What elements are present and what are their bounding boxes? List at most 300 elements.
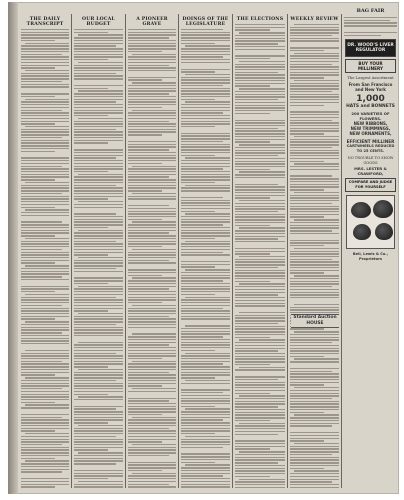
text-line bbox=[21, 227, 69, 228]
text-line bbox=[128, 243, 176, 244]
text-line bbox=[128, 324, 176, 325]
text-line bbox=[235, 443, 285, 444]
text-line bbox=[181, 456, 230, 457]
text-line bbox=[290, 417, 339, 418]
text-line bbox=[181, 313, 230, 314]
shoe-image bbox=[373, 200, 393, 218]
trimmings-text: NEW TRIMMINGS, bbox=[350, 126, 391, 131]
text-line bbox=[128, 257, 176, 258]
text-line bbox=[21, 318, 55, 319]
text-line bbox=[21, 54, 62, 55]
text-line bbox=[239, 256, 285, 257]
text-line bbox=[235, 484, 285, 485]
text-line bbox=[235, 169, 270, 170]
text-line bbox=[235, 440, 285, 441]
text-line bbox=[181, 403, 230, 404]
text-line bbox=[128, 313, 176, 314]
text-line bbox=[74, 51, 123, 52]
text-line bbox=[185, 325, 230, 326]
text-line bbox=[235, 238, 278, 239]
text-line bbox=[128, 179, 176, 180]
text-line bbox=[128, 347, 176, 348]
text-line bbox=[181, 138, 230, 139]
text-line bbox=[21, 361, 62, 362]
text-line bbox=[235, 74, 285, 75]
text-line bbox=[235, 253, 270, 254]
text-line bbox=[128, 144, 176, 145]
text-line bbox=[74, 96, 123, 97]
text-line bbox=[78, 396, 123, 397]
ornaments-text: NEW ORNAMENTS, bbox=[349, 131, 392, 136]
text-line bbox=[290, 186, 339, 187]
text-line bbox=[128, 160, 176, 161]
text-line bbox=[239, 479, 285, 480]
text-line bbox=[21, 93, 69, 94]
text-line bbox=[235, 409, 285, 410]
text-line bbox=[74, 29, 123, 30]
text-line bbox=[181, 395, 230, 396]
text-line bbox=[21, 110, 62, 111]
text-line bbox=[235, 38, 285, 39]
text-line bbox=[290, 438, 339, 439]
text-line bbox=[128, 241, 176, 242]
text-line bbox=[128, 400, 169, 401]
text-line bbox=[74, 249, 123, 250]
text-line bbox=[235, 120, 285, 121]
text-line bbox=[21, 196, 69, 197]
text-line bbox=[74, 110, 123, 111]
text-line bbox=[235, 91, 285, 92]
text-line bbox=[294, 304, 339, 305]
text-line bbox=[235, 35, 285, 36]
text-line bbox=[235, 147, 285, 148]
text-line bbox=[290, 158, 339, 159]
text-line bbox=[128, 101, 176, 102]
text-line bbox=[181, 56, 223, 57]
text-line bbox=[128, 377, 176, 378]
text-line bbox=[290, 256, 339, 257]
text-line bbox=[74, 157, 116, 158]
text-line bbox=[235, 177, 285, 178]
text-line bbox=[128, 467, 176, 468]
text-line bbox=[128, 149, 169, 150]
text-line bbox=[128, 70, 176, 71]
text-line bbox=[21, 324, 69, 325]
text-line bbox=[235, 403, 285, 404]
text-line bbox=[128, 391, 176, 392]
text-line bbox=[290, 61, 339, 62]
text-line bbox=[128, 171, 176, 172]
text-line bbox=[235, 186, 285, 187]
text-line bbox=[290, 368, 339, 369]
text-line bbox=[21, 32, 69, 33]
text-line bbox=[74, 277, 123, 278]
text-line bbox=[21, 230, 69, 231]
text-line bbox=[290, 395, 339, 396]
text-line bbox=[128, 56, 176, 57]
text-line bbox=[235, 64, 285, 65]
text-line bbox=[235, 105, 285, 106]
text-line bbox=[128, 131, 176, 132]
text-line bbox=[21, 29, 69, 30]
text-line bbox=[74, 422, 108, 423]
text-line bbox=[21, 372, 69, 373]
text-line bbox=[290, 390, 339, 391]
text-line bbox=[290, 133, 324, 134]
text-line bbox=[74, 101, 116, 102]
column-rule bbox=[178, 14, 179, 488]
text-line bbox=[21, 343, 69, 344]
text-line bbox=[181, 155, 215, 156]
text-line bbox=[78, 230, 123, 231]
cartwheels-text: CARTWHEELS REDUCED TO 25 CENTS. bbox=[346, 144, 395, 153]
text-line bbox=[128, 121, 169, 122]
text-line bbox=[21, 369, 69, 370]
text-line bbox=[181, 419, 223, 420]
text-line bbox=[21, 174, 69, 175]
text-line bbox=[128, 208, 176, 209]
text-line bbox=[181, 205, 230, 206]
text-line bbox=[21, 45, 69, 46]
text-line bbox=[185, 408, 230, 409]
column-2 bbox=[74, 16, 123, 488]
text-line bbox=[181, 40, 230, 41]
text-line bbox=[21, 291, 55, 292]
text-line bbox=[21, 201, 69, 202]
text-line bbox=[181, 149, 230, 150]
text-line bbox=[181, 99, 215, 100]
text-line bbox=[290, 85, 339, 86]
text-line bbox=[128, 350, 176, 351]
text-line bbox=[235, 465, 285, 466]
text-line bbox=[235, 189, 285, 190]
text-line bbox=[74, 99, 123, 100]
text-line bbox=[21, 148, 69, 149]
text-line bbox=[235, 320, 285, 321]
text-line bbox=[181, 264, 230, 265]
text-line bbox=[235, 40, 285, 41]
text-line bbox=[74, 484, 123, 485]
text-line bbox=[74, 283, 108, 284]
column-rule bbox=[232, 14, 233, 488]
column-rule bbox=[287, 14, 288, 488]
text-line bbox=[290, 373, 339, 374]
text-line bbox=[128, 455, 169, 456]
text-line bbox=[235, 261, 285, 262]
text-line bbox=[294, 470, 339, 471]
text-line bbox=[181, 453, 230, 454]
text-line bbox=[74, 299, 123, 300]
text-line bbox=[235, 406, 278, 407]
text-line bbox=[235, 102, 285, 103]
text-line bbox=[290, 348, 339, 349]
text-line bbox=[181, 291, 230, 292]
text-line bbox=[74, 70, 123, 71]
text-line bbox=[235, 49, 285, 50]
column-text bbox=[74, 29, 123, 488]
text-line bbox=[128, 344, 169, 345]
text-line bbox=[132, 444, 176, 445]
text-line bbox=[235, 393, 270, 394]
text-line bbox=[290, 479, 339, 480]
text-line bbox=[128, 126, 176, 127]
text-line bbox=[21, 121, 69, 122]
text-line bbox=[128, 422, 176, 423]
text-line bbox=[74, 246, 123, 247]
text-line bbox=[128, 428, 169, 429]
text-line bbox=[128, 353, 176, 354]
text-line bbox=[78, 342, 123, 343]
text-line bbox=[128, 372, 169, 373]
text-line bbox=[132, 388, 176, 389]
text-line bbox=[74, 265, 123, 266]
text-line bbox=[290, 384, 324, 385]
text-line bbox=[25, 238, 69, 239]
text-line bbox=[181, 294, 215, 295]
text-line bbox=[21, 86, 69, 87]
text-line bbox=[21, 254, 69, 255]
text-line bbox=[74, 134, 123, 135]
text-line bbox=[290, 440, 324, 441]
text-line bbox=[128, 182, 176, 183]
text-line bbox=[181, 467, 230, 468]
text-line bbox=[74, 260, 123, 261]
text-line bbox=[21, 414, 69, 415]
text-line bbox=[74, 142, 108, 143]
text-line bbox=[290, 425, 332, 426]
text-line bbox=[21, 444, 62, 445]
text-line bbox=[74, 363, 123, 364]
hats-count: 1,000 bbox=[356, 94, 385, 104]
text-line bbox=[290, 74, 339, 75]
text-line bbox=[128, 358, 162, 359]
text-line bbox=[74, 417, 123, 418]
text-line bbox=[128, 107, 162, 108]
text-line bbox=[290, 382, 339, 383]
text-line bbox=[290, 38, 339, 39]
text-line bbox=[290, 225, 339, 226]
text-line bbox=[74, 93, 123, 94]
ad-text bbox=[344, 17, 397, 37]
text-line bbox=[74, 268, 116, 269]
text-line bbox=[25, 404, 69, 405]
text-line bbox=[235, 113, 270, 114]
text-line bbox=[290, 261, 339, 262]
text-line bbox=[21, 447, 69, 448]
text-line bbox=[21, 73, 69, 74]
text-line bbox=[344, 35, 381, 36]
text-line bbox=[128, 198, 176, 199]
text-line bbox=[74, 131, 123, 132]
auction-title: Standard Auction HOUSE bbox=[291, 314, 339, 328]
text-line bbox=[185, 45, 230, 46]
text-line bbox=[181, 123, 230, 124]
text-line bbox=[21, 340, 69, 341]
text-line bbox=[128, 118, 176, 119]
text-line bbox=[21, 232, 69, 233]
text-line bbox=[128, 104, 176, 105]
text-line bbox=[181, 299, 230, 300]
text-line bbox=[74, 163, 123, 164]
text-line bbox=[132, 305, 176, 306]
text-line bbox=[235, 305, 285, 306]
text-line bbox=[181, 211, 215, 212]
text-line bbox=[181, 361, 230, 362]
text-line bbox=[128, 383, 176, 384]
text-line bbox=[74, 129, 116, 130]
text-line bbox=[74, 204, 123, 205]
text-line bbox=[235, 55, 285, 56]
text-line bbox=[290, 412, 324, 413]
text-line bbox=[181, 96, 230, 97]
text-line bbox=[290, 184, 339, 185]
text-line bbox=[21, 313, 69, 314]
text-line bbox=[128, 196, 176, 197]
text-line bbox=[128, 59, 176, 60]
text-line bbox=[290, 307, 339, 308]
text-line bbox=[74, 43, 123, 44]
text-line bbox=[181, 414, 230, 415]
text-line bbox=[128, 168, 176, 169]
text-line bbox=[181, 243, 230, 244]
text-line bbox=[181, 318, 230, 319]
text-line bbox=[290, 211, 339, 212]
text-line bbox=[128, 224, 176, 225]
text-line bbox=[21, 249, 62, 250]
text-line bbox=[74, 335, 123, 336]
text-line bbox=[235, 122, 285, 123]
text-line bbox=[181, 433, 215, 434]
text-line bbox=[181, 383, 230, 384]
text-line bbox=[21, 193, 62, 194]
text-line bbox=[21, 187, 69, 188]
text-line bbox=[74, 75, 123, 76]
text-line bbox=[181, 166, 230, 167]
text-line bbox=[74, 171, 108, 172]
text-line bbox=[235, 420, 270, 421]
text-line bbox=[21, 160, 69, 161]
text-line bbox=[235, 130, 285, 131]
text-line bbox=[74, 449, 108, 450]
text-line bbox=[290, 195, 339, 196]
text-line bbox=[290, 337, 339, 338]
column-rule bbox=[341, 14, 342, 488]
text-line bbox=[235, 174, 285, 175]
text-line bbox=[235, 446, 285, 447]
text-line bbox=[21, 59, 69, 60]
text-line bbox=[235, 195, 285, 196]
text-line bbox=[290, 94, 339, 95]
text-line bbox=[290, 242, 339, 243]
text-line bbox=[235, 300, 285, 301]
largest-assortment-text: The Largest Assortment bbox=[347, 75, 394, 80]
text-line bbox=[128, 152, 176, 153]
text-line bbox=[181, 216, 230, 217]
text-line bbox=[239, 283, 285, 284]
text-line bbox=[74, 406, 123, 407]
compare-banner: COMPARE AND JUDGE FOR YOURSELF bbox=[345, 178, 396, 192]
text-line bbox=[74, 115, 108, 116]
text-line bbox=[181, 88, 230, 89]
text-line bbox=[21, 207, 55, 208]
text-line bbox=[21, 338, 69, 339]
text-line bbox=[128, 219, 162, 220]
text-line bbox=[181, 283, 230, 284]
text-line bbox=[235, 348, 285, 349]
text-line bbox=[235, 107, 285, 108]
text-line bbox=[128, 286, 176, 287]
text-line bbox=[74, 107, 123, 108]
text-line bbox=[235, 24, 285, 25]
text-line bbox=[74, 196, 123, 197]
text-line bbox=[235, 289, 285, 290]
text-line bbox=[290, 484, 339, 485]
text-line bbox=[290, 152, 339, 153]
text-line bbox=[74, 193, 123, 194]
text-line bbox=[128, 439, 176, 440]
text-line bbox=[78, 425, 123, 426]
text-line bbox=[74, 291, 123, 292]
hats-bonnets-text: HATS and BONNETS bbox=[346, 104, 395, 109]
text-line bbox=[128, 433, 176, 434]
text-line bbox=[21, 142, 69, 143]
column-text bbox=[290, 24, 339, 488]
text-line bbox=[78, 369, 123, 370]
text-line bbox=[181, 462, 215, 463]
text-line bbox=[128, 406, 176, 407]
text-line bbox=[128, 99, 176, 100]
text-line bbox=[235, 364, 270, 365]
text-line bbox=[181, 280, 223, 281]
text-line bbox=[21, 288, 69, 289]
text-line bbox=[21, 262, 55, 263]
text-line bbox=[74, 377, 123, 378]
text-line bbox=[235, 294, 278, 295]
text-line bbox=[74, 160, 123, 161]
text-line bbox=[21, 252, 69, 253]
text-line bbox=[74, 324, 116, 325]
text-line bbox=[74, 262, 123, 263]
text-line bbox=[74, 366, 108, 367]
text-line bbox=[235, 317, 285, 318]
text-line bbox=[181, 227, 230, 228]
text-line bbox=[21, 96, 55, 97]
text-line bbox=[290, 448, 339, 449]
text-line bbox=[132, 193, 176, 194]
text-line bbox=[235, 342, 285, 343]
text-line bbox=[21, 257, 69, 258]
footer-text: Bell, Lewis & Co., Proprietors bbox=[352, 252, 389, 261]
text-line bbox=[239, 32, 285, 33]
text-line bbox=[235, 481, 285, 482]
text-line bbox=[74, 56, 123, 57]
text-line bbox=[74, 475, 123, 476]
text-line bbox=[235, 219, 285, 220]
text-line bbox=[25, 209, 69, 210]
text-line bbox=[128, 299, 176, 300]
text-line bbox=[132, 333, 176, 334]
text-line bbox=[21, 137, 62, 138]
text-line bbox=[74, 441, 123, 442]
text-line bbox=[21, 399, 69, 400]
text-line bbox=[181, 392, 223, 393]
text-line bbox=[185, 464, 230, 465]
text-line bbox=[74, 187, 123, 188]
text-line bbox=[74, 168, 123, 169]
text-line bbox=[181, 246, 230, 247]
text-line bbox=[21, 166, 62, 167]
text-line bbox=[128, 211, 176, 212]
